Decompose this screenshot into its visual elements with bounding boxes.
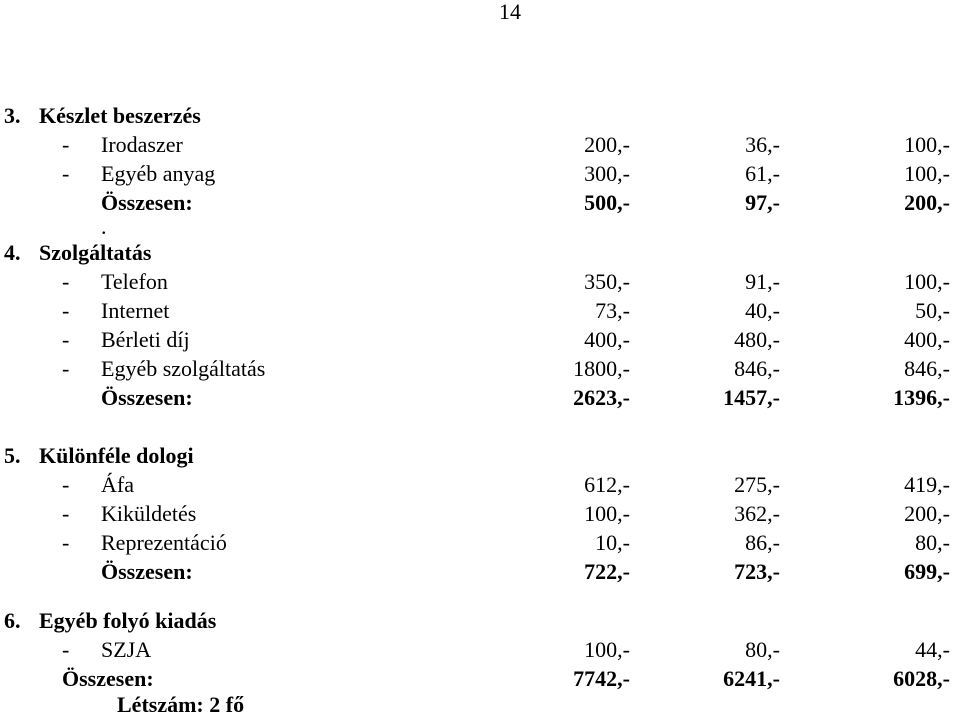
row-value-2: 846,- — [734, 356, 780, 381]
headcount: Létszám: 2 fő — [117, 692, 245, 717]
section-total-label: Összesen: — [101, 190, 193, 215]
stray-dot: . — [101, 214, 107, 239]
row-value-3: 50,- — [915, 298, 950, 323]
row-value-1: 300,- — [584, 161, 630, 186]
row-value-3: 200,- — [904, 501, 950, 526]
section-total-value-2: 97,- — [745, 190, 780, 215]
row-dash: - — [62, 501, 70, 526]
row-label: Irodaszer — [101, 132, 183, 157]
page-number: 14 — [499, 0, 521, 24]
row-value-1: 612,- — [584, 472, 630, 497]
row-value-3: 80,- — [915, 530, 950, 555]
row-label: SZJA — [101, 637, 152, 662]
section-5-title: Különféle dologi — [39, 443, 194, 468]
row-value-3: 44,- — [915, 637, 950, 662]
section-total-value-2: 1457,- — [723, 385, 780, 410]
row-value-2: 40,- — [745, 298, 780, 323]
row-label: Áfa — [101, 472, 134, 497]
section-total-value-3: 1396,- — [893, 385, 950, 410]
row-dash: - — [62, 327, 70, 352]
section-4-title: Szolgáltatás — [39, 240, 152, 265]
row-value-2: 61,- — [745, 161, 780, 186]
row-label: Kiküldetés — [101, 501, 197, 526]
row-dash: - — [62, 298, 70, 323]
row-label: Bérleti díj — [101, 327, 190, 352]
section-total-value-1: 2623,- — [573, 385, 630, 410]
row-value-2: 36,- — [745, 132, 780, 157]
row-label: Telefon — [101, 269, 168, 294]
row-value-3: 100,- — [904, 161, 950, 186]
section-total-value-1: 722,- — [584, 559, 630, 584]
row-value-2: 362,- — [734, 501, 780, 526]
section-total-value-2: 723,- — [734, 559, 780, 584]
section-total-value-1: 500,- — [584, 190, 630, 215]
row-dash: - — [62, 132, 70, 157]
section-6-title: Egyéb folyó kiadás — [39, 608, 217, 633]
row-label: Reprezentáció — [101, 530, 227, 555]
row-label: Egyéb szolgáltatás — [101, 356, 266, 381]
row-value-1: 10,- — [595, 530, 630, 555]
section-4-number: 4. — [4, 240, 21, 265]
row-value-2: 91,- — [745, 269, 780, 294]
section-6-number: 6. — [4, 608, 21, 633]
row-dash: - — [62, 269, 70, 294]
row-dash: - — [62, 161, 70, 186]
row-value-3: 846,- — [904, 356, 950, 381]
row-dash: - — [62, 637, 70, 662]
section-3-title: Készlet beszerzés — [39, 103, 201, 128]
row-dash: - — [62, 472, 70, 497]
section-total-value-3: 699,- — [904, 559, 950, 584]
section-total-value-3: 200,- — [904, 190, 950, 215]
section-5-number: 5. — [4, 443, 21, 468]
grand-total-label: Összesen: — [62, 666, 154, 691]
row-value-1: 400,- — [584, 327, 630, 352]
section-total-label: Összesen: — [101, 559, 193, 584]
row-value-1: 100,- — [584, 501, 630, 526]
row-value-1: 73,- — [595, 298, 630, 323]
row-value-1: 350,- — [584, 269, 630, 294]
row-dash: - — [62, 356, 70, 381]
section-total-label: Összesen: — [101, 385, 193, 410]
row-label: Internet — [101, 298, 170, 323]
row-value-3: 419,- — [904, 472, 950, 497]
row-value-1: 100,- — [584, 637, 630, 662]
row-value-2: 80,- — [745, 637, 780, 662]
row-value-3: 100,- — [904, 132, 950, 157]
grand-total-value-1: 7742,- — [573, 666, 630, 691]
section-3-number: 3. — [4, 103, 21, 128]
row-label: Egyéb anyag — [101, 161, 216, 186]
row-dash: - — [62, 530, 70, 555]
row-value-2: 480,- — [734, 327, 780, 352]
grand-total-value-2: 6241,- — [723, 666, 780, 691]
row-value-2: 86,- — [745, 530, 780, 555]
row-value-2: 275,- — [734, 472, 780, 497]
row-value-1: 1800,- — [573, 356, 630, 381]
row-value-3: 100,- — [904, 269, 950, 294]
row-value-1: 200,- — [584, 132, 630, 157]
grand-total-value-3: 6028,- — [893, 666, 950, 691]
row-value-3: 400,- — [904, 327, 950, 352]
